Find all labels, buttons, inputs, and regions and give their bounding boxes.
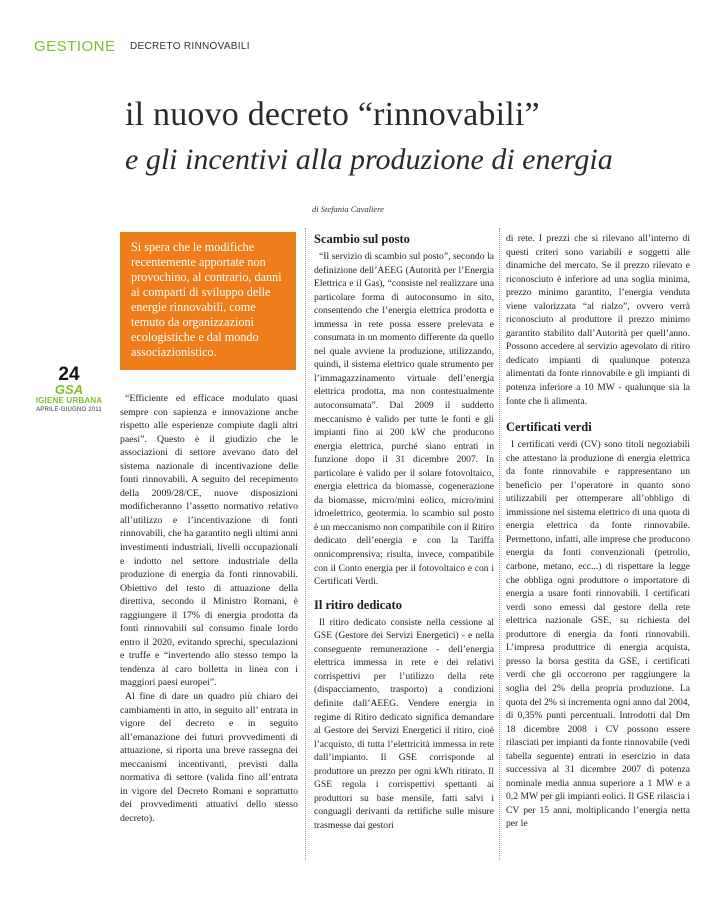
body-paragraph: Al fine di dare un quadro più chiaro dei cambiamenti in atto, in seguito all’ entrata in vigore del decreto e in seguito all’emanazione dei futuri provvedimenti di attuazione, si riporta una breve rassegna dei meccanismi incentivanti, previsti dalla normativa di settore (valida fino all’entrata in vigore del Decreto Romani e soprattutto dei provvedimenti attuativi dello stesso decreto). [120,691,298,824]
article-subtitle: e gli incentivi alla produzione di energia [125,143,613,176]
pull-quote-box [120,232,296,370]
body-paragraph: di rete. I prezzi che si rilevano all’interno di questi criteri sono variabili e soggetti alle dinamiche del mercato. Se il prezzo rilevato e riconosciuto è inferiore ad una soglia minima, prezzo minimo garantito, l’energia venduta viene valorizzata “al rialzo”, ovvero verrà riconosciuto al produttore il prezzo minimo garantito stabilito dall’Autorità per quell’anno. Possono accedere al servizio agevolato di ritiro dedicato impianti di qualunque potenza alimentati da fonte rinnovabile e gli impianti di potenza inferiore a 10 MW - qualunque sia la fonte che li alimenta. [506,233,690,407]
brand-logo: GSA [54,382,84,397]
byline: di Stefania Cavaliere [312,204,384,214]
column-1 [120,392,298,826]
section-heading: Certificati verdi [506,420,592,435]
page-number: 24 [58,364,80,385]
section-heading: Il ritiro dedicato [314,597,402,612]
magazine-name: IGIENE URBANA [35,396,103,405]
body-paragraph: I certificati verdi (CV) sono titoli negoziabili che attestano la produzione di energia elettrica da fonte rinnovabile e rappresentano un beneficio per l’operatore in quanto sono utilizzabili per ottemperare all’obbligo di immissione nel sistema elettrico di una quota di energia elettrica da fonte rinnovabile. Permettono, infatti, alle imprese che producono energia da fonti convenzionali (petrolio, carbone, metano, ecc...) di rispettare la legge che obbliga ogni produttore o importatore di energia a usare fonti rinnovabili. I certificati verdi sono emessi dal gestore della rete elettrica nazionale GSE, su richiesta del produttore di energia da fonti rinnovabili. L’impresa produttrice di energia acquista, presso la borsa gestita da GSE, i certificati verdi che gli occorrono per raggiungere la soglia del 2% della propria produzione. La quota del 2% si incrementa ogni anno dal 2004, di 0,35% punti percentuali. Introdotti dal Dm 18 dicembre 2008 i CV possono essere rilasciati per impianti da fonte rinnovabile (vedi tabella seguente) entrati in esercizio in data successiva al 31 dicembre 2007 di potenza nominale media annua superiore a 1 MW e a 0,2 MW per gli impianti eolici. Il GSE rilascia i CV per 15 anni, moltiplicando l’energia netta per le [506,439,690,830]
body-paragraph: “Il servizio di scambio sul posto”, secondo la definizione dell’AEEG (Autorità per l’Energia Elettrica e il Gas), “consiste nel realizzare una particolare forma di autoconsumo in sito, consentendo che l’energia elettrica prodotta e immessa in rete possa essere prelevata e consumata in un momento differente da quello nel quale avviene la produzione, utilizzando, quindi, il sistema elettrico quale strumento per l’immagazzinamento virtuale dell’energia elettrica prodotta, ma non contestualmente autoconsumata”. Dal 2009 il suddetto meccanismo è valido per tutte le fonti e gli impianti fino ai 200 kW che producono energia elettrica, purché siano entrati in funzione dopo il 31 dicembre 2007. In particolare è valido per il solare fotovoltaico, energia elettrica da biomasse, cogenerazione da biomasse, micro/mini eolico, micro/mini idroelettrico, geotermia. lo scambio sul posto è un meccanismo non compatibile con il Ritiro dedicato dell’energia e con la Tariffa onnicomprensiva; risulta, invece, compatibile con il Conto energia per il fotovoltaico e con i Certificati Verdi. [314,251,494,588]
column-3 [506,232,690,831]
section-heading: Scambio sul posto [314,232,410,246]
column-2 [314,232,494,832]
issue-date: APRILE-GIUGNO 2011 [36,407,102,413]
article-title: il nuovo decreto “rinnovabili” [125,96,540,133]
column-divider [305,228,306,860]
column-divider [499,228,500,860]
section-label: GESTIONE [34,38,116,55]
pull-quote-text: Si spera che le modifiche recentemente apportate non provochino, al contrario, danni ai comparti di sviluppo delle energie rinnovabili, come temuto da organizzazioni ecologistiche e dal mondo associazionistico. [131,240,282,359]
body-paragraph: “Efficiente ed efficace modulato quasi sempre con sapienza e innovazione anche rispetto alle esperienze compiute dagli altri paesi”. Questo è il giudizio che le associazioni di settore avevano dato del sistema nazionale di incentivazione delle fonti rinnovabili. A seguito del recepimento della 2009/28/CE, nuove disposizioni modificheranno l’assetto normativo relativo all’utilizzo e l’incentivazione di fonti rinnovabili, che ha garantito negli ultimi anni investimenti industriali, livelli occupazionali e indotto nel settore industriale della produzione di energia da fonti rinnovabili. Obiettivo del testo di attuazione della direttiva, secondo il Ministro Romani, è raggiungere il 17% di energia prodotta da fonti rinnovabili sul consumo finale lordo entro il 2020, evitando sprechi, speculazioni e truffe e “invertendo allo stesso tempo la tendenza al caro bolletta in linea con i maggiori paesi europei”. [120,393,298,689]
page-marker [34,365,104,414]
subsection-label: DECRETO RINNOVABILI [130,41,250,52]
body-paragraph: Il ritiro dedicato consiste nella cessione al GSE (Gestore dei Servizi Energetici) - e nella conseguente remunerazione - dell’energia elettrica immessa in rete e dei relativi corrispettivi per l’utilizzo della rete (dispacciamento, trasporto) a condizioni definite dall’AEEG. Vendere energia in regime di Ritiro dedicato significa demandare al Gestore dei Servizi Energetici il ritiro, cioè l’acquisto, di tutta l’elettricità immessa in rete dall’impianto. Il GSE corrisponde al produttore un prezzo per ogni kWh ritirato. Il GSE regola i corrispettivi spettanti ai produttori su base mensile, fatti salvi i conguagli derivanti da rettifiche sulle misure trasmesse dai gestori [314,616,494,831]
